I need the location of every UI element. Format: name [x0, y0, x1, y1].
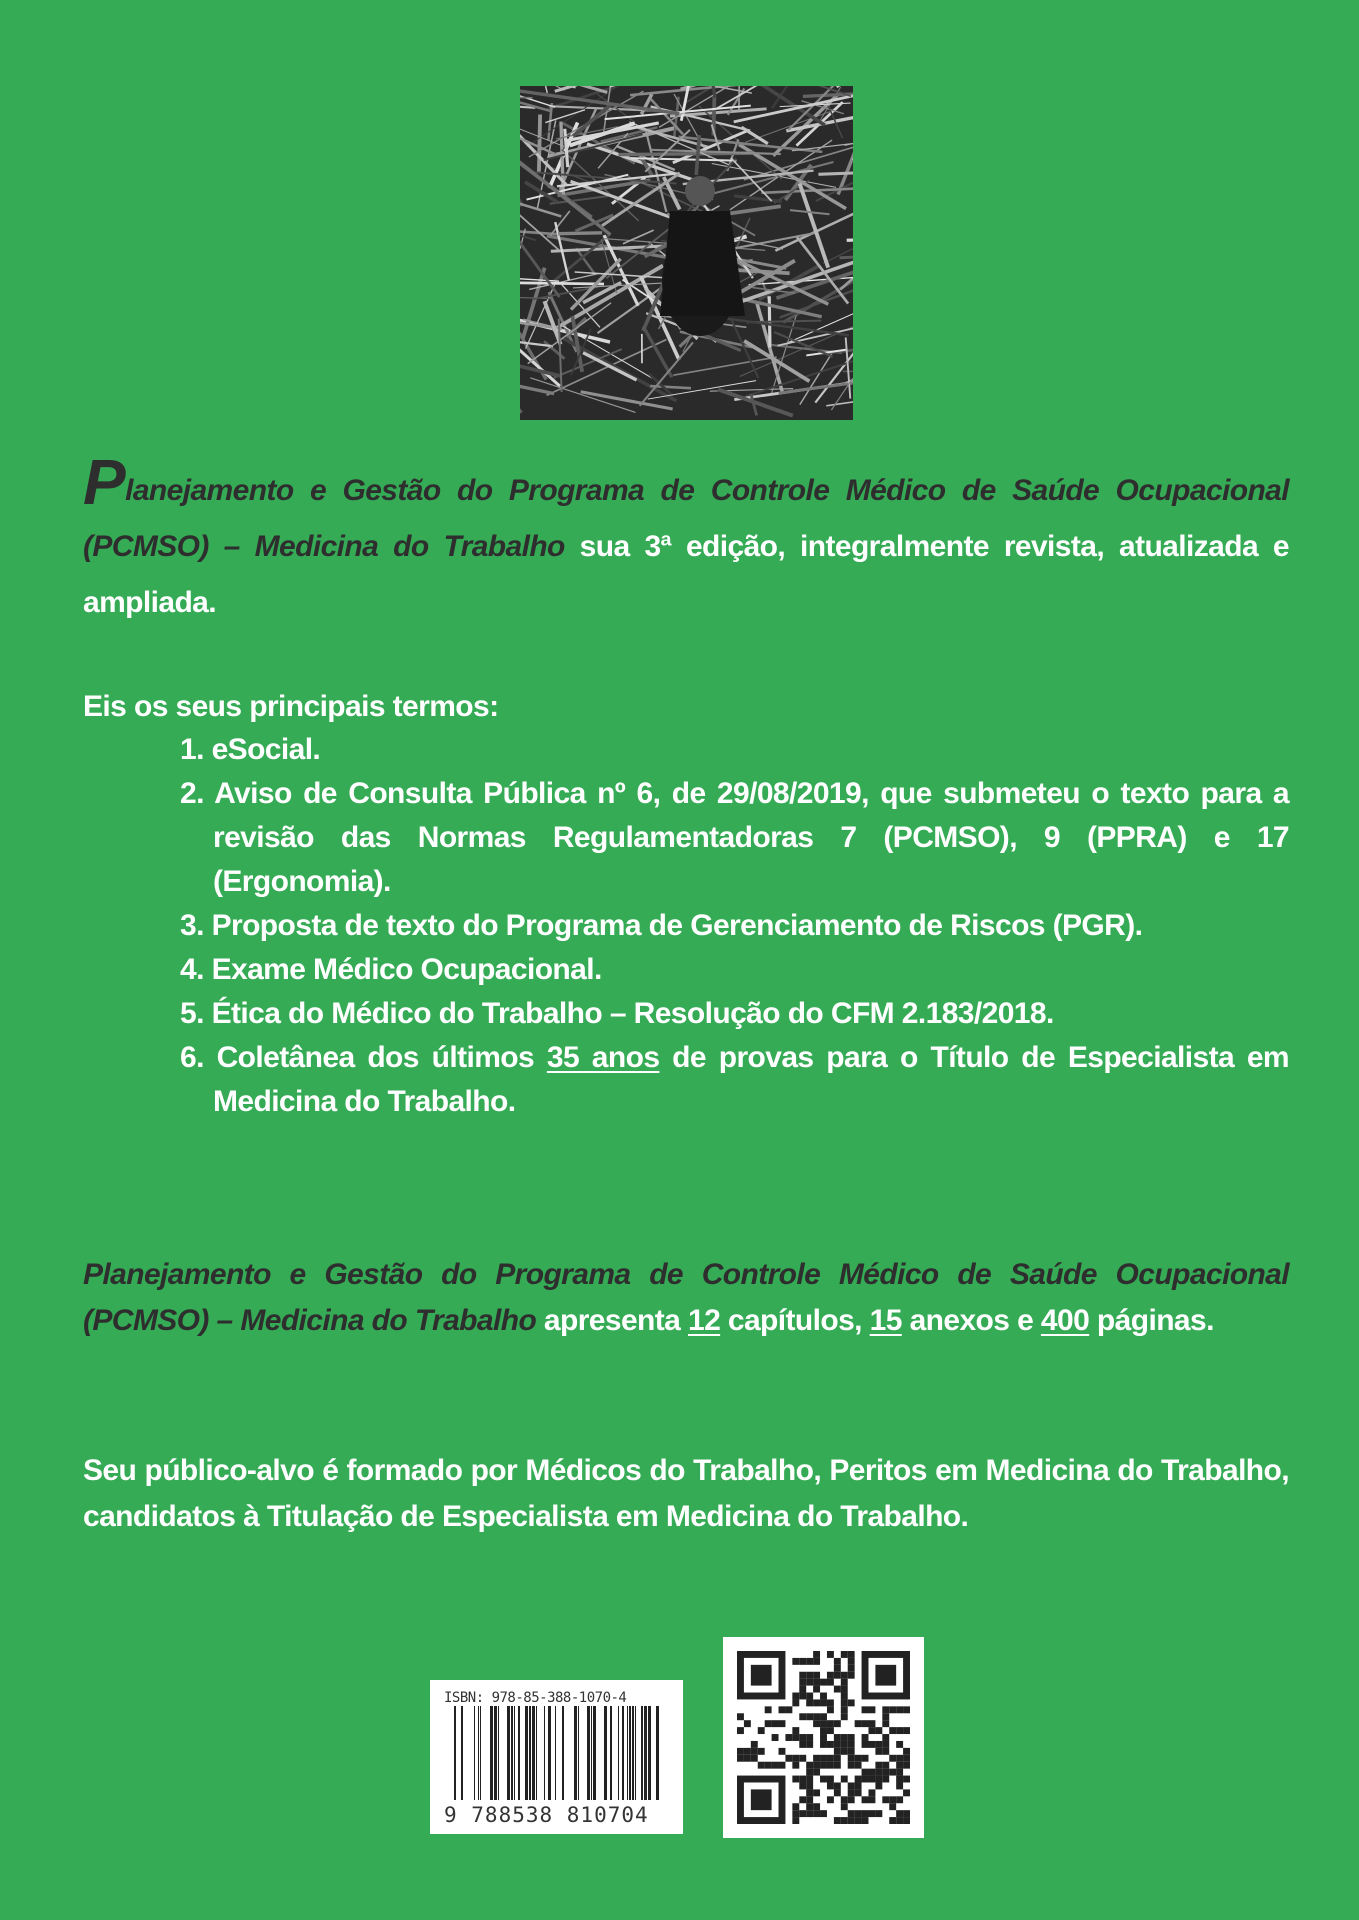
drop-cap: P: [83, 446, 126, 518]
terms-heading: Eis os seus principais termos:: [83, 690, 499, 723]
isbn-digits: 9 788538 810704: [444, 1803, 649, 1827]
isbn-label: ISBN: 978-85-388-1070-4: [444, 1690, 627, 1706]
list-item: 1. eSocial.: [180, 733, 321, 766]
chapters-count: 12: [687, 1304, 721, 1337]
cover-photo-sugarcane-worker: [520, 86, 853, 420]
annexes-count: 15: [869, 1304, 902, 1337]
barcode-bars: [444, 1706, 669, 1800]
list-item: 5. Ética do Médico do Trabalho – Resolução do CFM 2.183/2018.: [180, 997, 1054, 1030]
book-title: lanejamento e Gestão do Programa de Controle Médico de Saúde Ocupacional (PCMSO) – Medicina do Trabalho: [83, 474, 1289, 563]
isbn-barcode: [430, 1680, 683, 1834]
audience-paragraph: Seu público-alvo é formado por Médicos do Trabalho, Peritos em Medicina do Trabalho, candidatos à Titulação de Especialista em Medicina do Trabalho.: [83, 1454, 1289, 1533]
summary-paragraph: Planejamento e Gestão do Programa de Controle Médico de Saúde Ocupacional (PCMSO) – Medicina do Trabalho apresenta 12 capítulos, 15 anexos e 400 páginas.: [83, 1258, 1289, 1337]
qr-code[interactable]: [723, 1637, 924, 1838]
terms-section: [83, 686, 1289, 1124]
list-item: 6. Coletânea dos últimos 35 anos de provas para o Título de Especialista em Medicina do Trabalho.: [180, 1041, 1289, 1118]
list-item: 2. Aviso de Consulta Pública nº 6, de 29/08/2019, que submeteu o texto para a revisão das Normas Regulamentadoras 7 (PCMSO), 9 (PPRA) e 17 (Ergonomia).: [180, 777, 1289, 898]
intro-text: sua 3ª edição, integralmente revista, atualizada e ampliada.: [83, 530, 1290, 619]
list-item: 3. Proposta de texto do Programa de Gerenciamento de Riscos (PGR).: [180, 909, 1143, 942]
list-item: 4. Exame Médico Ocupacional.: [180, 953, 602, 986]
pages-count: 400: [1040, 1304, 1090, 1337]
intro-paragraph: [83, 446, 1290, 631]
terms-list: [180, 728, 1289, 1124]
